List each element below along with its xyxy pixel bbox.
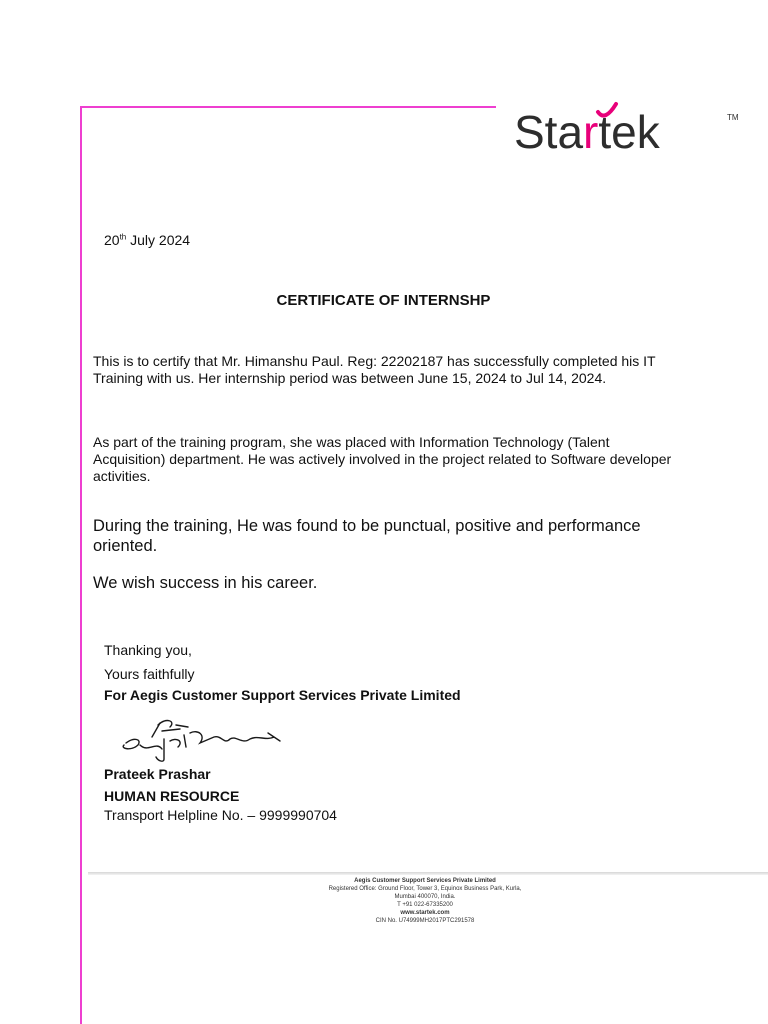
signatory-role: HUMAN RESOURCE — [104, 788, 240, 804]
footer-website: www.startek.com — [400, 910, 450, 916]
certificate-title: CERTIFICATE OF INTERNSHP — [276, 292, 491, 309]
footer-phone: T +91 022-67335200 — [397, 902, 453, 908]
signatory-name: Prateek Prashar — [104, 766, 211, 782]
handwritten-signature — [118, 715, 283, 765]
closing-yours: Yours faithfully — [104, 666, 195, 682]
closing-thanking: Thanking you, — [104, 642, 192, 658]
logo-trademark: TM — [727, 113, 739, 122]
paragraph-certification: This is to certify that Mr. Himanshu Paul. Reg: 22202187 has successfully completed his IT Training with us. Her internship period was between June 15, 2024 to Jul 14, 2024. — [93, 353, 656, 386]
paragraph-program: As part of the training program, she was placed with Information Technology (Talent Acquisition) department. He was actively involved in the project related to Software developer activities. — [93, 434, 672, 484]
closing-company: For Aegis Customer Support Services Private Limited — [104, 687, 461, 703]
startek-logo — [514, 98, 744, 168]
footer-cin: CIN No. U74999MH2017PTC291578 — [375, 918, 475, 924]
paragraph-wishes: We wish success in his career. — [93, 574, 318, 592]
transport-helpline: Transport Helpline No. – 9999990704 — [104, 807, 337, 823]
paragraph-evaluation: During the training, He was found to be punctual, positive and performance oriented. — [93, 517, 641, 555]
letterhead-footer — [240, 877, 610, 925]
frame-top-border — [80, 106, 496, 108]
frame-left-border — [80, 106, 82, 1024]
letter-date: 20th July 2024 — [104, 232, 191, 248]
footer-divider — [88, 872, 768, 875]
footer-address-2: Mumbai 400070, India. — [394, 894, 456, 900]
footer-company: Aegis Customer Support Services Private Limited — [354, 878, 496, 884]
footer-address-1: Registered Office: Ground Floor, Tower 3, Equinox Business Park, Kurla, — [328, 886, 522, 892]
logo-wordmark: Startek — [514, 106, 660, 158]
